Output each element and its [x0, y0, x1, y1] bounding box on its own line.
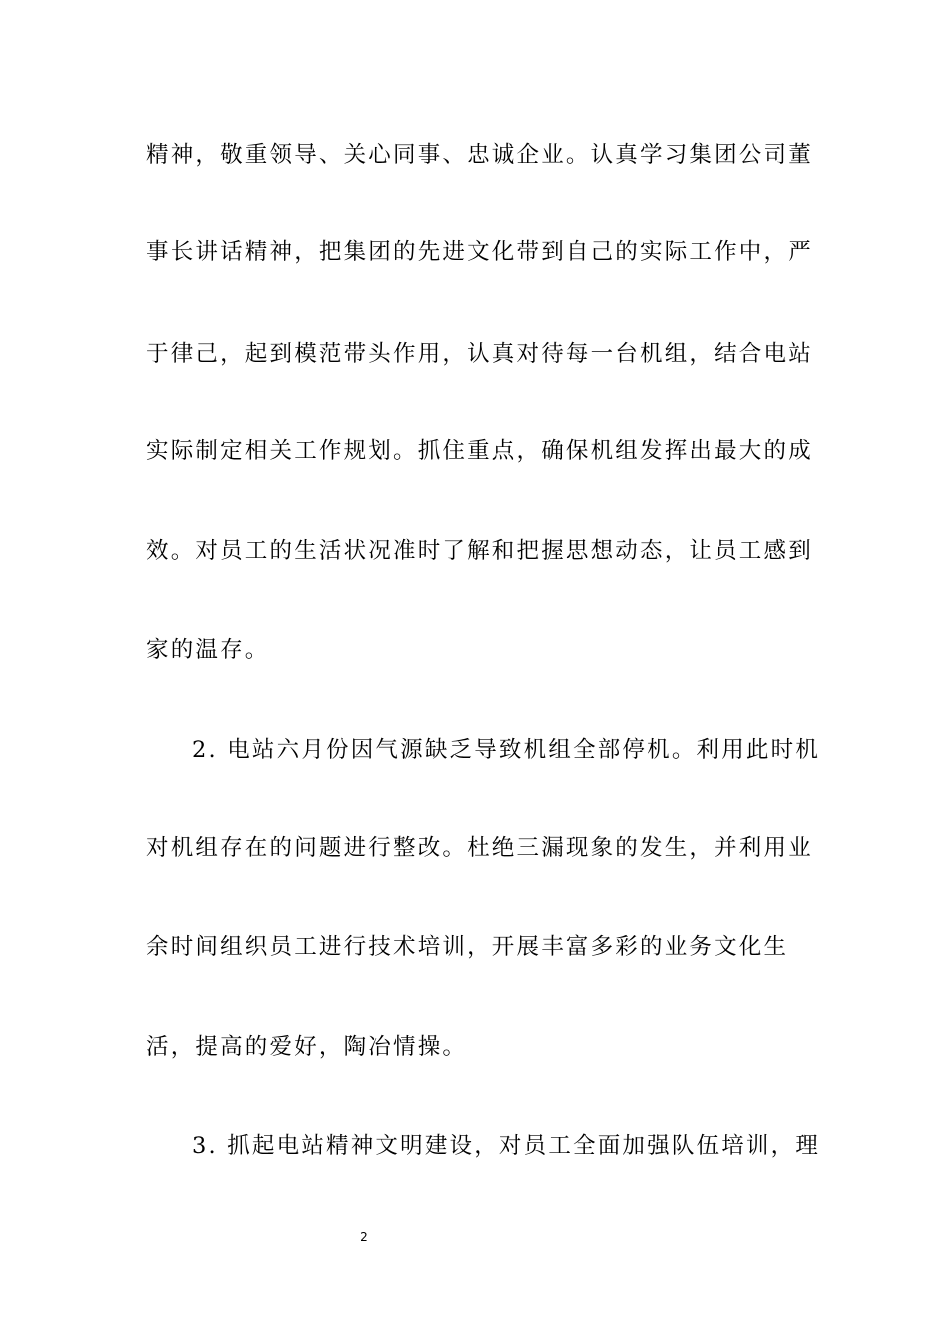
paragraph-line: 事长讲话精神，把集团的先进文化带到自己的实际工作中，严	[146, 239, 813, 265]
paragraph-line: 活，提高的爱好，陶冶情操。	[146, 1034, 468, 1060]
paragraph-line: 实际制定相关工作规划。抓住重点，确保机组发挥出最大的成	[146, 438, 813, 464]
paragraph-line: 于律己，起到模范带头作用，认真对待每一台机组，结合电站	[146, 341, 813, 367]
paragraph-line: 家的温存。	[146, 637, 270, 663]
numbered-item-3-line: 3. 抓起电站精神文明建设，对员工全面加强队伍培训，理	[192, 1133, 821, 1159]
paragraph-line: 精神，敬重领导、关心同事、忠诚企业。认真学习集团公司董	[146, 142, 813, 168]
paragraph-line: 对机组存在的问题进行整改。杜绝三漏现象的发生，并利用业	[146, 835, 813, 861]
paragraph-line: 余时间组织员工进行技术培训，开展丰富多彩的业务文化生	[146, 934, 789, 960]
page-number: 2	[360, 1230, 368, 1244]
numbered-item-2-line: 2. 电站六月份因气源缺乏导致机组全部停机。利用此时机	[192, 737, 821, 763]
paragraph-line: 效。对员工的生活状况准时了解和把握思想动态，让员工感到	[146, 538, 813, 564]
